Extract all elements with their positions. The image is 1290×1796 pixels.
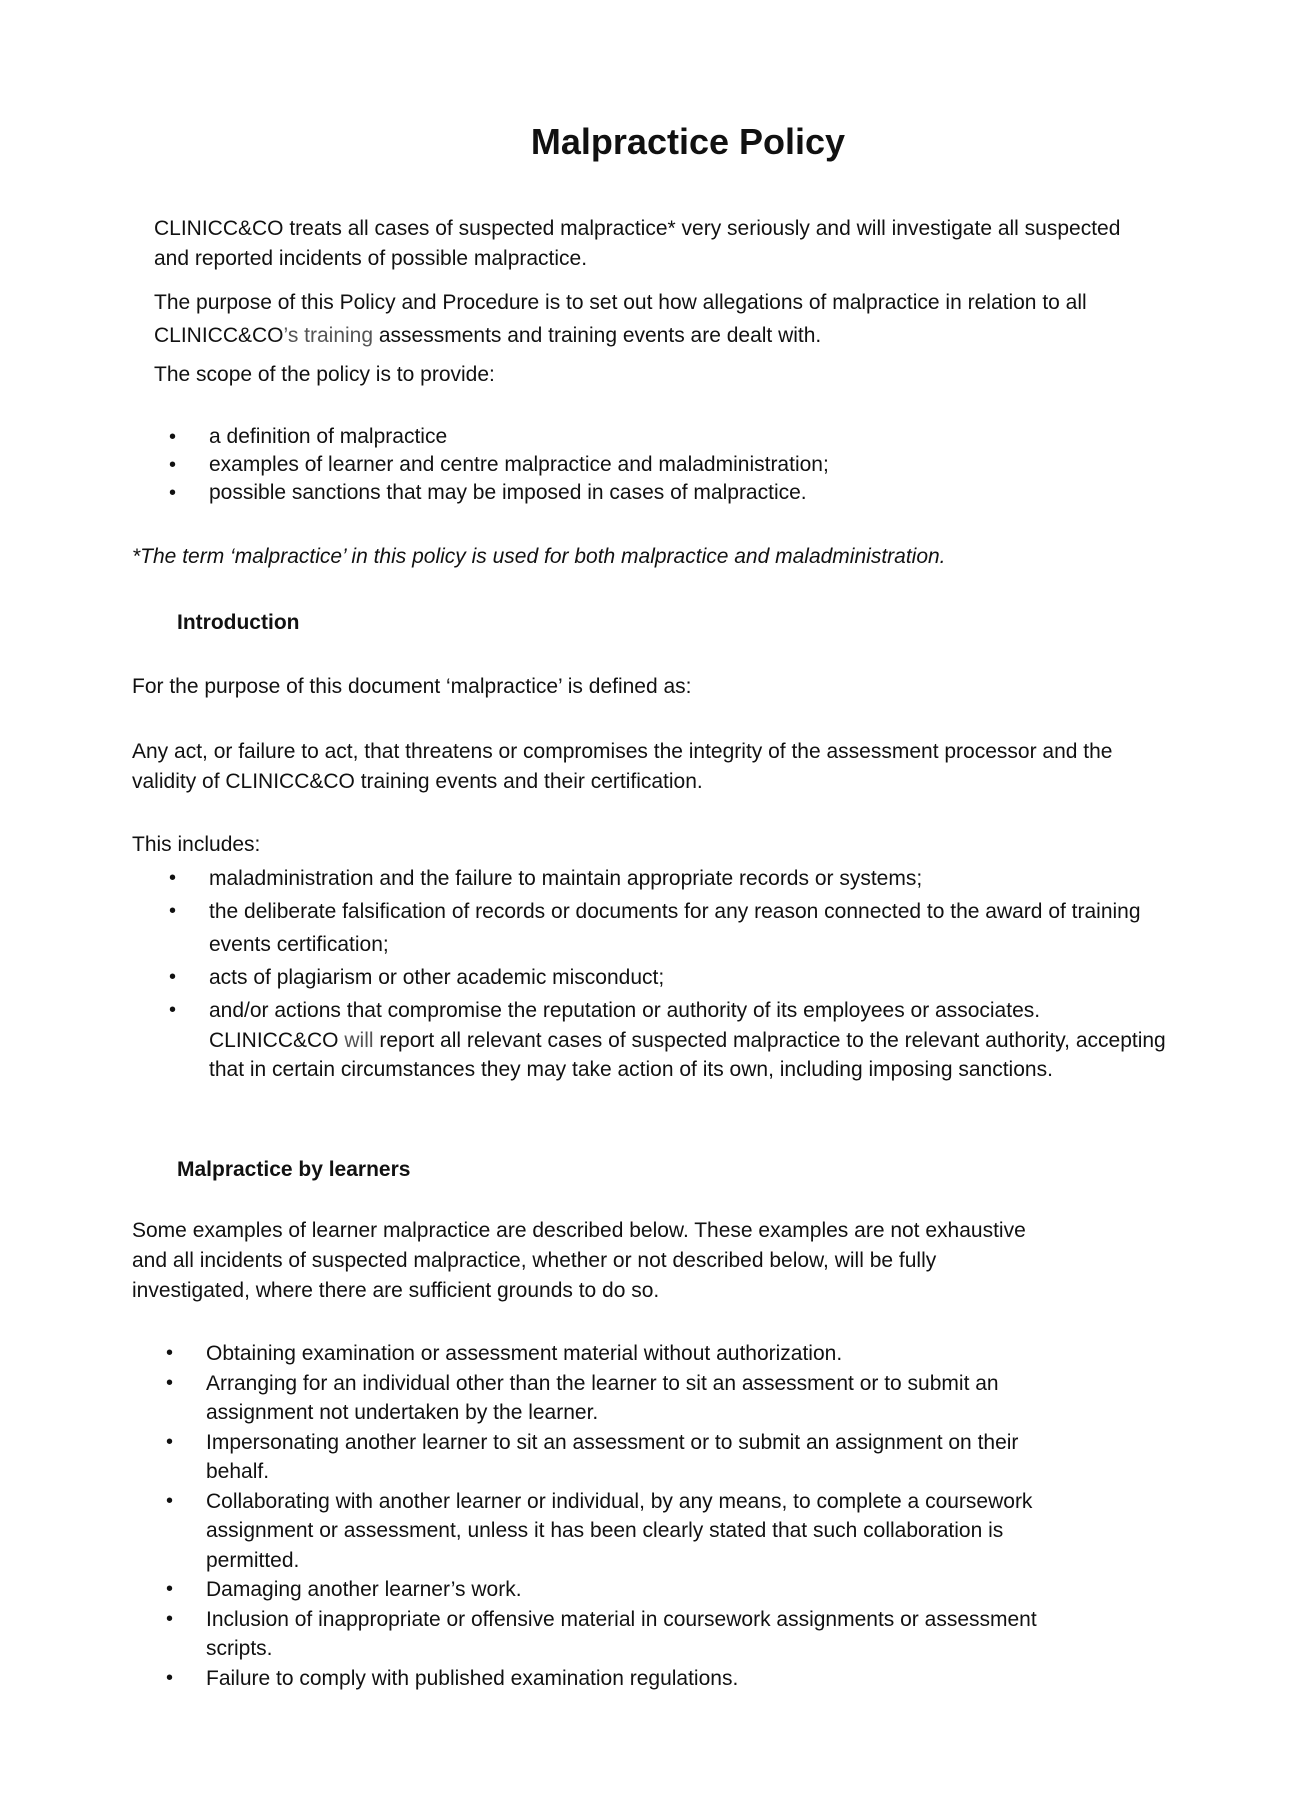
list-item: • Obtaining examination or assessment material without authorization. bbox=[206, 1339, 1076, 1369]
purpose-text-end: assessments and training events are dealt with. bbox=[373, 324, 822, 347]
bullet-icon: • bbox=[166, 1342, 174, 1364]
bullet-icon: • bbox=[169, 999, 177, 1021]
footnote: *The term ‘malpractice’ in this policy is used for both malpractice and maladministration. bbox=[132, 545, 946, 568]
purpose-text: The purpose of this Policy and Procedure is to set out how allegations of malpractice in relation to all CLINICC&CO bbox=[154, 291, 1087, 347]
bullet-icon: • bbox=[169, 966, 177, 988]
list-item: • acts of plagiarism or other academic misconduct; bbox=[209, 961, 1199, 994]
report-org: CLINICC&CO bbox=[209, 1029, 339, 1052]
list-item: • maladministration and the failure to maintain appropriate records or systems; bbox=[209, 862, 1199, 895]
list-item: • examples of learner and centre malpractice and maladministration; bbox=[209, 451, 1209, 479]
list-item: • Damaging another learner’s work. bbox=[206, 1575, 1076, 1605]
list-item: • Impersonating another learner to sit an assessment or to submit an assignment on their behalf. bbox=[206, 1428, 1076, 1487]
bullet-icon: • bbox=[166, 1489, 174, 1512]
list-item: • Inclusion of inappropriate or offensive material in coursework assignments or assessment scripts. bbox=[206, 1605, 1076, 1664]
scope-list bbox=[169, 423, 1209, 507]
report-paragraph bbox=[209, 1026, 1199, 1084]
learners-heading: Malpractice by learners bbox=[177, 1158, 411, 1181]
purpose-text-grey: ’s training bbox=[283, 324, 374, 347]
bullet-icon: • bbox=[166, 1371, 174, 1394]
list-item: • Collaborating with another learner or individual, by any means, to complete a coursework assignment or assessment, unless it has been clearly stated that such collaboration is permitted. bbox=[206, 1487, 1076, 1576]
report-text: report all relevant cases of suspected malpractice to the relevant authority, accepting that in certain circumstances they may take action of its own, including imposing sanctions. bbox=[209, 1029, 1166, 1081]
bullet-icon: • bbox=[166, 1666, 174, 1689]
bullet-icon: • bbox=[169, 900, 177, 922]
list-item: • possible sanctions that may be imposed in cases of malpractice. bbox=[209, 479, 1209, 507]
learners-lead: Some examples of learner malpractice are described below. These examples are not exhaustive and all incidents of suspected malpractice, whether or not described below, will be fully investigated, where there are sufficient grounds to do so. bbox=[132, 1219, 1026, 1302]
includes-list bbox=[169, 862, 1199, 1027]
list-item: • Arranging for an individual other than the learner to sit an assessment or to submit an assignment not undertaken by the learner. bbox=[206, 1369, 1076, 1428]
list-item: • and/or actions that compromise the reputation or authority of its employees or associates. bbox=[209, 994, 1199, 1027]
bullet-icon: • bbox=[169, 426, 177, 448]
purpose-paragraph bbox=[154, 286, 1194, 352]
scope-lead: The scope of the policy is to provide: bbox=[154, 363, 495, 386]
learners-list bbox=[166, 1339, 1076, 1693]
bullet-icon: • bbox=[166, 1430, 174, 1453]
includes-label: This includes: bbox=[132, 833, 261, 856]
bullet-icon: • bbox=[169, 867, 177, 889]
bullet-icon: • bbox=[169, 454, 177, 476]
bullet-icon: • bbox=[166, 1607, 174, 1630]
list-item: • the deliberate falsification of records or documents for any reason connected to the award of training events certification; bbox=[209, 895, 1199, 961]
page-title: Malpractice Policy bbox=[530, 121, 846, 162]
report-text-grey: will bbox=[338, 1029, 374, 1052]
list-item: • a definition of malpractice bbox=[209, 423, 1209, 451]
list-item: • Failure to comply with published examination regulations. bbox=[206, 1664, 1076, 1694]
bullet-icon: • bbox=[166, 1578, 174, 1600]
introduction-heading: Introduction bbox=[177, 611, 300, 634]
intro-paragraph: CLINICC&CO treats all cases of suspected malpractice* very seriously and will investigate all suspected and reported incidents of possible malpractice. bbox=[154, 217, 1121, 270]
definition-text: Any act, or failure to act, that threatens or compromises the integrity of the assessment processor and the validity of CLINICC&CO training events and their certification. bbox=[132, 740, 1113, 793]
bullet-icon: • bbox=[169, 482, 177, 504]
definition-lead: For the purpose of this document ‘malpractice’ is defined as: bbox=[132, 675, 692, 698]
